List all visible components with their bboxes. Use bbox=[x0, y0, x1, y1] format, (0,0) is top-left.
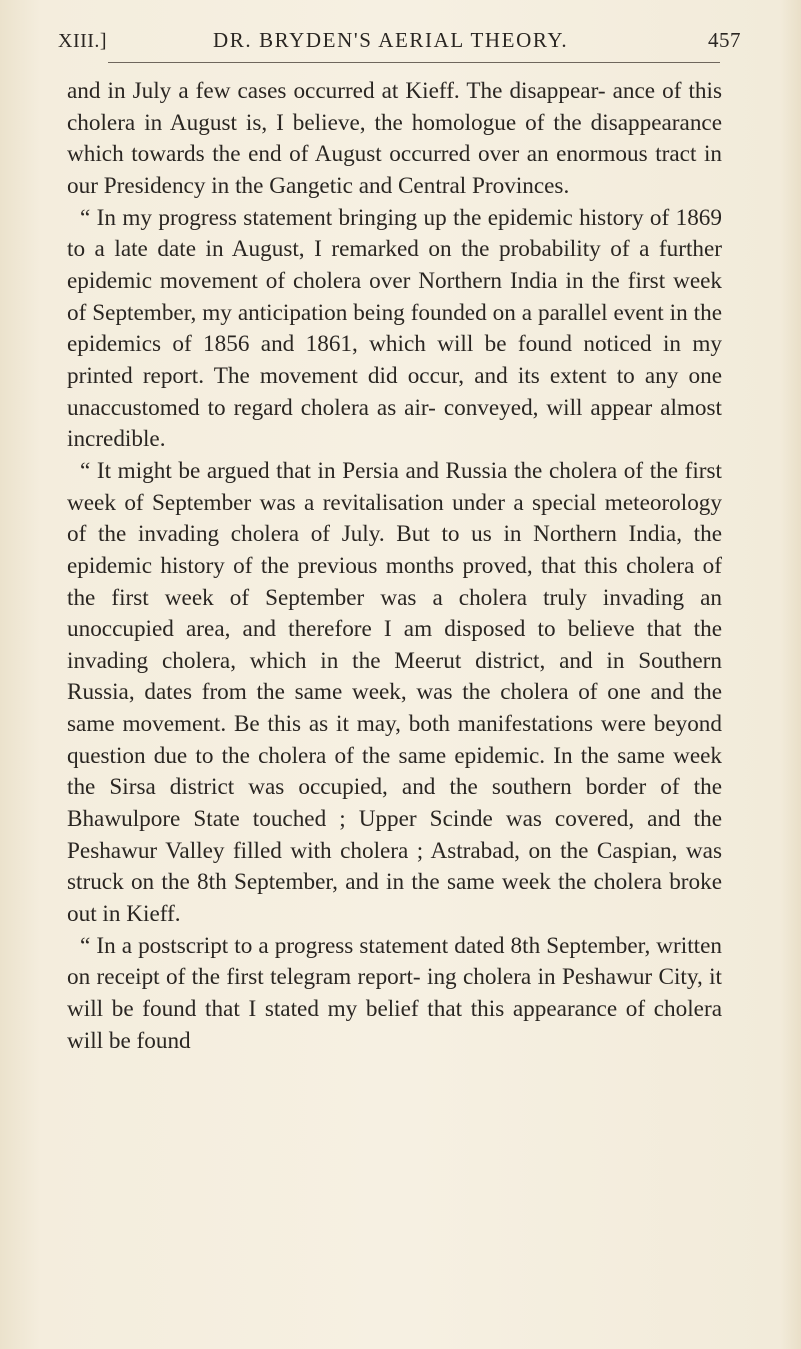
paragraph-2: “ In my progress statement bringing up the epidemic history of 1869 to a late date in August, I remarked on the probability of a further epidemic movement of cholera over Northern India in the first week of September, my anticipation being founded on a parallel event in the epidemics of 1856 and 1861, which will be found noticed in my printed report. The movement did occur, and its extent to any one unaccustomed to regard cholera as air- conveyed, will appear almost incredible. bbox=[67, 204, 722, 453]
chapter-number: XIII.] bbox=[58, 30, 108, 52]
page-number: 457 bbox=[708, 28, 741, 52]
paragraph-1: and in July a few cases occurred at Kieff. The disappear- ance of this cholera in August is, I believe, the homologue of the disappearance which towards the end of August occurred over an enormous tract in our Presidency in the Gangetic and Central Provinces. bbox=[67, 78, 722, 199]
body-text bbox=[67, 76, 722, 1057]
header-rule bbox=[108, 62, 720, 63]
paragraph-4: “ In a postscript to a progress statement dated 8th September, written on receipt of the first telegram report- ing cholera in Peshawur City, it will be found that I stated my belief that this appearance of cholera will be found bbox=[67, 932, 722, 1054]
running-head bbox=[58, 26, 741, 60]
paragraph-3: “ It might be argued that in Persia and Russia the cholera of the first week of September was a revitalisation under a special meteorology of the invading cholera of July. But to us in Northern India, the epidemic history of the previous months proved, that this cholera of the first week of September was a cholera truly invading an unoccupied area, and therefore I am disposed to believe that the invading cholera, which in the Meerut district, and in Southern Russia, dates from the same week, was the cholera of one and the same movement. Be this as it may, both manifestations were beyond question due to the cholera of the same epidemic. In the same week the Sirsa district was occupied, and the southern border of the Bhawulpore State touched ; Upper Scinde was covered, and the Peshawur Valley filled with cholera ; Astrabad, on the Caspian, was struck on the 8th September, and in the same week the cholera broke out in Kieff. bbox=[67, 457, 722, 928]
running-title: DR. BRYDEN'S AERIAL THEORY. bbox=[213, 28, 569, 52]
